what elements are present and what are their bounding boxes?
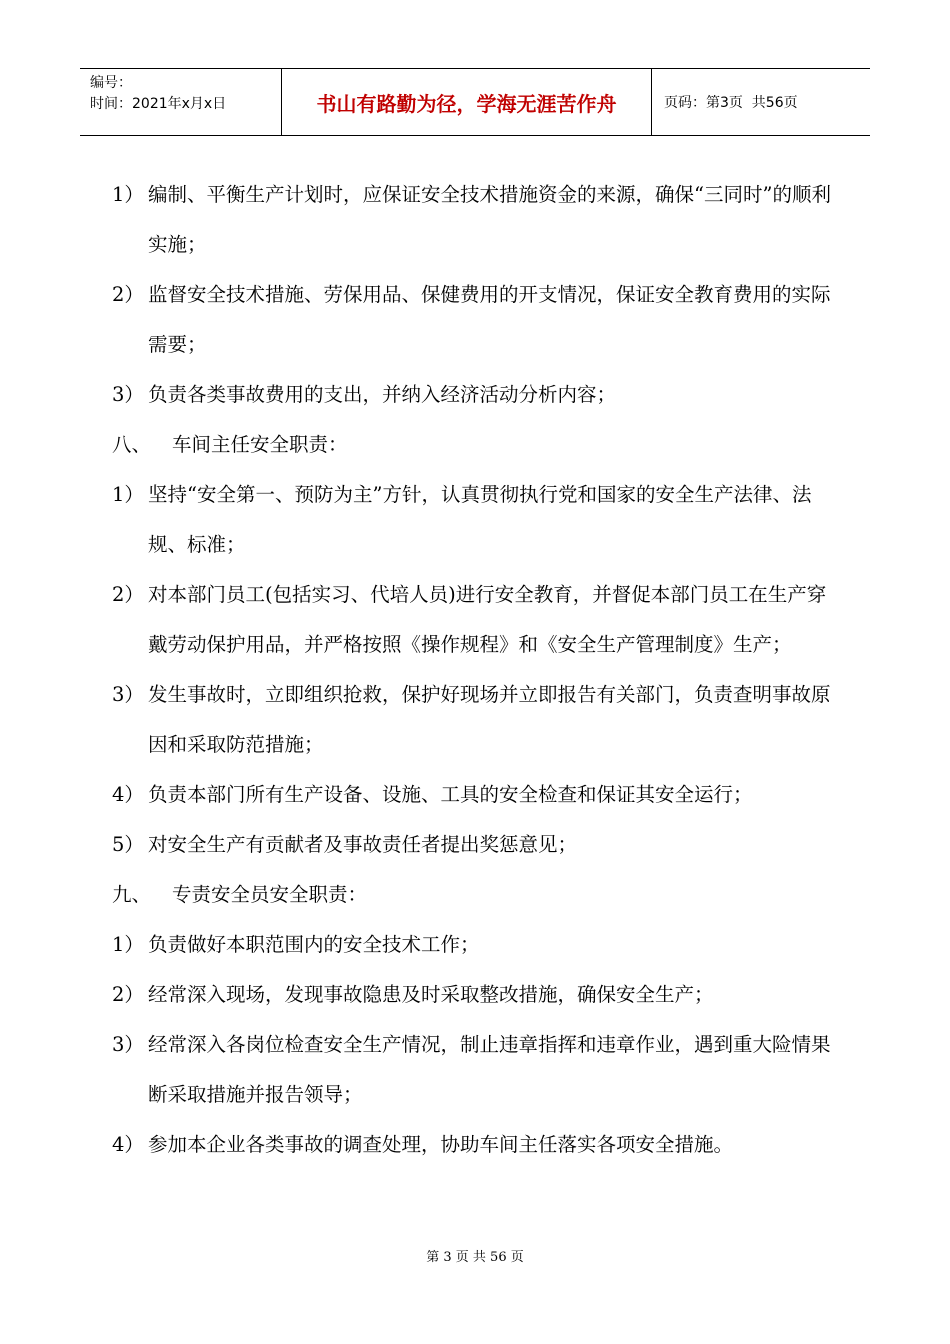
item-text: 监督安全技术措施、劳保用品、保健费用的开支情况，保证安全教育费用的实际需要； [148, 283, 831, 356]
list-item [112, 270, 842, 370]
item-number: 2） [112, 583, 144, 606]
item-number: 5） [112, 833, 144, 856]
item-number: 1） [112, 183, 144, 206]
section-heading [112, 420, 842, 470]
page-info-text: 页码：第3页 共56页 [664, 95, 798, 111]
item-text: 编制、平衡生产计划时，应保证安全技术措施资金的来源，确保“三同时”的顺利实施； [148, 183, 831, 256]
list-item [112, 770, 842, 820]
list-item [112, 670, 842, 770]
item-number: 3） [112, 683, 144, 706]
section-number: 八、 [112, 433, 152, 456]
section-title: 专责安全员安全职责： [172, 883, 368, 906]
header-meta [80, 69, 282, 135]
item-number: 4） [112, 1133, 144, 1156]
item-text: 负责本部门所有生产设备、设施、工具的安全检查和保证其安全运行； [148, 783, 753, 806]
item-number: 3） [112, 1033, 144, 1056]
item-text: 参加本企业各类事故的调查处理，协助车间主任落实各项安全措施。 [148, 1133, 734, 1156]
item-text: 负责各类事故费用的支出，并纳入经济活动分析内容； [148, 383, 617, 406]
item-text: 坚持“安全第一、预防为主”方针，认真贯彻执行党和国家的安全生产法律、法规、标准； [148, 483, 812, 556]
section-heading [112, 870, 842, 920]
list-item [112, 470, 842, 570]
header-page-info [652, 69, 870, 135]
item-text: 对本部门员工(包括实习、代培人员)进行安全教育，并督促本部门员工在生产穿戴劳动保护用品，并严格按照《操作规程》和《安全生产管理制度》生产； [148, 583, 827, 656]
list-item [112, 920, 842, 970]
item-number: 4） [112, 783, 144, 806]
document-body [112, 170, 842, 1170]
item-text: 发生事故时，立即组织抢救，保护好现场并立即报告有关部门，负责查明事故原因和采取防范措施； [148, 683, 831, 756]
item-number: 1） [112, 483, 144, 506]
item-number: 2） [112, 983, 144, 1006]
doc-time-label: 时间：2021年x月x日 [90, 96, 227, 112]
motto-text: 书山有路勤为径，学海无涯苦作舟 [316, 91, 617, 116]
list-item [112, 1020, 842, 1120]
item-text: 对安全生产有贡献者及事故责任者提出奖惩意见； [148, 833, 578, 856]
page-footer [0, 1246, 950, 1265]
item-number: 1） [112, 933, 144, 956]
list-item [112, 370, 842, 420]
header-motto [282, 69, 652, 135]
list-item [112, 570, 842, 670]
item-number: 2） [112, 283, 144, 306]
item-text: 经常深入各岗位检查安全生产情况，制止违章指挥和违章作业，遇到重大险情果断采取措施并报告领导； [148, 1033, 831, 1106]
section-number: 九、 [112, 883, 152, 906]
footer-page-number: 第 3 页 共 56 页 [426, 1250, 524, 1265]
list-item [112, 970, 842, 1020]
list-item [112, 820, 842, 870]
doc-number-label: 编号： [90, 75, 132, 91]
item-text: 负责做好本职范围内的安全技术工作； [148, 933, 480, 956]
list-item [112, 170, 842, 270]
item-text: 经常深入现场，发现事故隐患及时采取整改措施，确保安全生产； [148, 983, 714, 1006]
section-title: 车间主任安全职责： [172, 433, 348, 456]
page-header [80, 68, 870, 136]
list-item [112, 1120, 842, 1170]
item-number: 3） [112, 383, 144, 406]
